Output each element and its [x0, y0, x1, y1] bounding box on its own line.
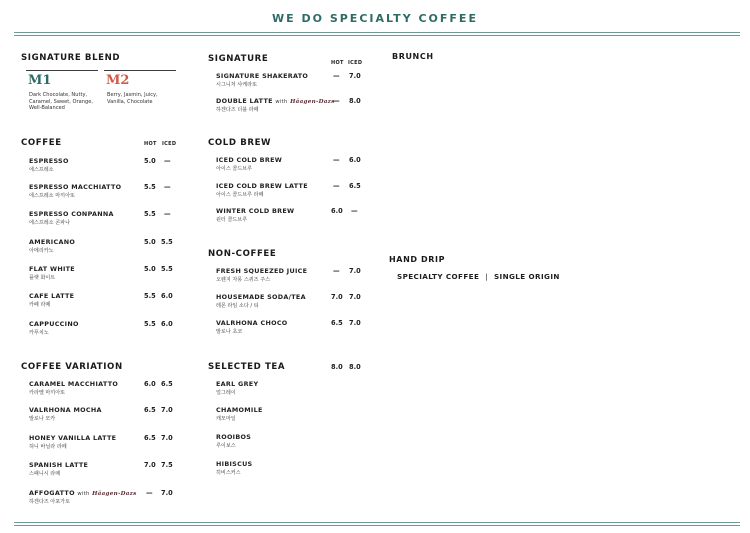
price-iced: 7.0 [349, 319, 361, 327]
menu-item: ICED COLD BREW LATTE 아이스 콜드브루 라떼 [216, 182, 308, 198]
menu-item: VALRHONA CHOCO 발로나 초코 [216, 319, 288, 335]
section-hand-drip-title: HAND DRIP [389, 255, 446, 264]
price-hot: 7.0 [331, 293, 343, 301]
section-signature-blend-title: SIGNATURE BLEND [21, 53, 121, 63]
coffee-iced-label: ICED [162, 141, 177, 147]
menu-item: DOUBLE LATTE with Häagen-Dazs 하겐다즈 더블 라떼 [216, 97, 335, 113]
menu-item: EARL GREY 얼그레이 [216, 380, 259, 396]
m2-rule [104, 70, 176, 71]
price-iced: — [164, 157, 171, 165]
hand-drip-specialty: SPECIALTY COFFEE [397, 272, 480, 281]
signature-hot-label: HOT [331, 60, 344, 66]
hand-drip-separator: | [485, 272, 489, 281]
price-hot: — [146, 489, 153, 497]
price-iced: 8.0 [349, 97, 361, 105]
price-iced: — [164, 210, 171, 218]
price-hot: 5.5 [144, 210, 156, 218]
menu-item: HIBISCUS 히비스커스 [216, 460, 253, 476]
price-iced: 7.0 [349, 267, 361, 275]
menu-item: VALRHONA MOCHA 발로나 모카 [29, 406, 102, 422]
price-hot: 5.0 [144, 157, 156, 165]
menu-item: AMERICANO 아메리카노 [29, 238, 76, 254]
coffee-hot-label: HOT [144, 141, 157, 147]
price-hot: 6.5 [144, 434, 156, 442]
menu-item: ROOIBOS 루이보스 [216, 433, 252, 449]
blend-m2-name: M2 [106, 73, 130, 88]
price-hot: 5.5 [144, 320, 156, 328]
section-brunch-title: BRUNCH [392, 52, 434, 61]
price-hot: 6.0 [331, 207, 343, 215]
price-hot: 8.0 [331, 363, 343, 371]
menu-item: WINTER COLD BREW 윈터 콜드브루 [216, 207, 295, 223]
price-iced: 6.0 [349, 156, 361, 164]
price-iced: 6.5 [161, 380, 173, 388]
price-hot: 6.0 [144, 380, 156, 388]
price-hot: — [333, 182, 340, 190]
hand-drip-single-origin: SINGLE ORIGIN [493, 272, 560, 281]
page-title: WE DO SPECIALTY COFFEE [272, 12, 478, 25]
section-coffee-variation-title: COFFEE VARIATION [21, 362, 123, 372]
menu-item: ICED COLD BREW 아이스 콜드브루 [216, 156, 283, 172]
price-iced: — [164, 183, 171, 191]
menu-item: SPANISH LATTE 스패니시 라떼 [29, 461, 89, 477]
menu-item: FRESH SQUEEZED JUICE 오렌지 자몽 스퀴즈 주스 [216, 267, 308, 283]
price-hot: 6.5 [331, 319, 343, 327]
price-hot: — [333, 97, 340, 105]
menu-item: ESPRESSO CONPANNA 에스프레소 콘파나 [29, 210, 114, 226]
menu-item: CAFE LATTE 카페 라떼 [29, 292, 75, 308]
section-non-coffee-title: NON-COFFEE [208, 249, 277, 259]
price-iced: 7.0 [161, 406, 173, 414]
section-coffee-title: COFFEE [21, 138, 62, 148]
haagen-dazs-logo: Häagen-Dazs [290, 99, 335, 105]
price-hot: — [333, 156, 340, 164]
top-divider [14, 32, 740, 33]
price-hot: 5.5 [144, 292, 156, 300]
menu-item: FLAT WHITE 플랫 화이트 [29, 265, 75, 281]
price-hot: 5.0 [144, 265, 156, 273]
price-iced: 7.0 [349, 72, 361, 80]
blend-m1-description: Dark Chocolate, Nutty, Caramel, Sweet, Orange, Well-Balanced [29, 92, 93, 112]
price-hot: 6.5 [144, 406, 156, 414]
price-iced: 7.0 [349, 293, 361, 301]
price-iced: — [351, 207, 358, 215]
price-hot: — [333, 267, 340, 275]
menu-item: HONEY VANILLA LATTE 허니 바닐라 라떼 [29, 434, 117, 450]
section-cold-brew-title: COLD BREW [208, 138, 272, 148]
price-iced: 7.5 [161, 461, 173, 469]
price-iced: 6.5 [349, 182, 361, 190]
price-iced: 7.0 [161, 434, 173, 442]
bottom-divider [14, 522, 740, 523]
m1-rule [26, 70, 98, 71]
top-divider-2 [14, 35, 740, 36]
price-iced: 6.0 [161, 292, 173, 300]
hand-drip-options [397, 272, 560, 281]
price-hot: 5.0 [144, 238, 156, 246]
menu-item: SIGNATURE SHAKERATO 시그니처 샤케라또 [216, 72, 309, 88]
menu-item: HOUSEMADE SODA/TEA 레몬 라임 소다 / 티 [216, 293, 306, 309]
price-hot: 5.5 [144, 183, 156, 191]
section-signature-title: SIGNATURE [208, 54, 269, 64]
price-hot: — [333, 72, 340, 80]
signature-iced-label: ICED [348, 60, 363, 66]
price-iced: 5.5 [161, 265, 173, 273]
price-iced: 7.0 [161, 489, 173, 497]
haagen-dazs-logo: Häagen-Dazs [92, 491, 137, 497]
menu-item: CHAMOMILE 캐모마일 [216, 406, 263, 422]
menu-item: AFFOGATTO with Häagen-Dazs 하겐다즈 아포가토 [29, 489, 137, 505]
blend-m1-name: M1 [28, 73, 52, 88]
price-iced: 6.0 [161, 320, 173, 328]
bottom-divider-2 [14, 525, 740, 526]
price-iced: 8.0 [349, 363, 361, 371]
menu-item: CAPPUCCINO 카푸치노 [29, 320, 79, 336]
price-hot: 7.0 [144, 461, 156, 469]
menu-item: ESPRESSO MACCHIATTO 에스프레소 마끼아또 [29, 183, 122, 199]
blend-m2-description: Berry, Jasmin, Juicy, Vanilla, Chocolate [107, 92, 158, 105]
section-selected-tea-title: SELECTED TEA [208, 362, 286, 372]
menu-item: CARAMEL MACCHIATTO 카라멜 마끼아또 [29, 380, 119, 396]
price-iced: 5.5 [161, 238, 173, 246]
menu-item: ESPRESSO 에스프레소 [29, 157, 69, 173]
